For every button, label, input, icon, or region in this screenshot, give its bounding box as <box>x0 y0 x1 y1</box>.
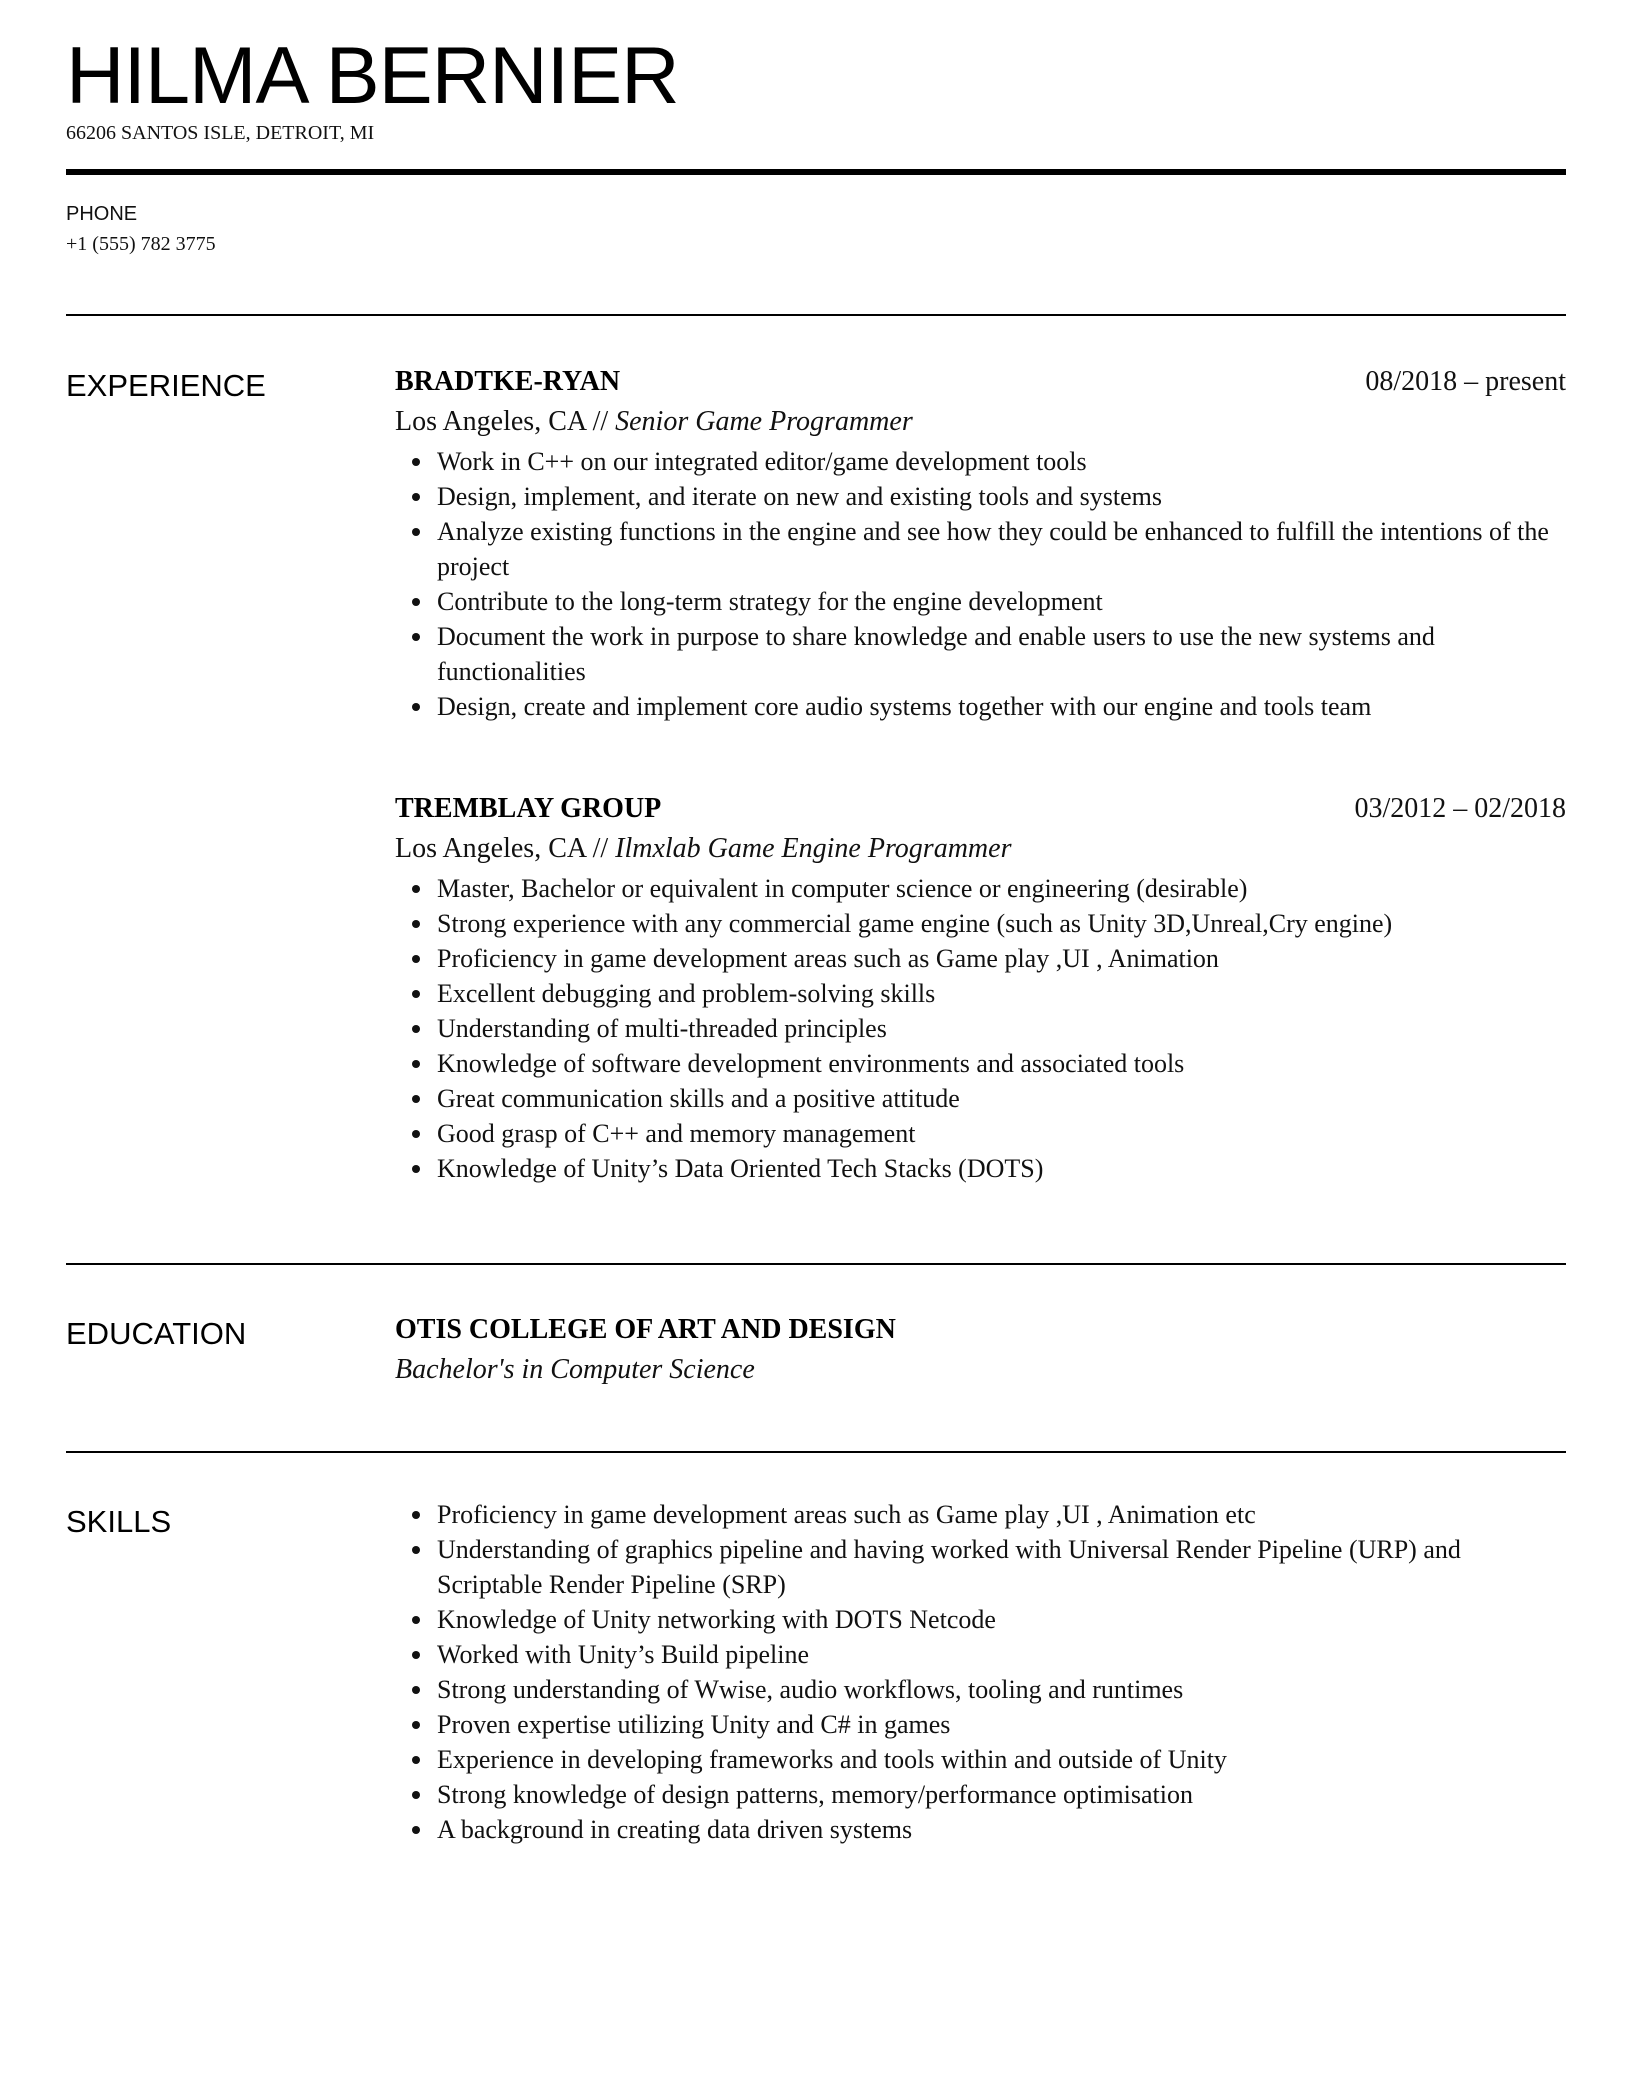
list-item-text: Excellent debugging and problem-solving skills <box>437 979 936 1008</box>
section-divider <box>66 1263 1566 1265</box>
section-divider <box>66 1451 1566 1453</box>
list-item <box>395 1812 1566 1847</box>
list-item-text: Design, create and implement core audio systems together with our engine and tools team <box>437 692 1372 721</box>
bullet-icon <box>412 633 420 641</box>
list-item <box>395 1116 1566 1151</box>
list-item-text: Knowledge of Unity networking with DOTS Netcode <box>437 1605 996 1634</box>
skills-heading: SKILLS <box>66 1504 172 1539</box>
candidate-name: HILMA BERNIER <box>66 31 679 121</box>
list-item <box>395 514 1566 584</box>
job-location: Los Angeles, CA <box>395 833 586 864</box>
bullet-icon <box>412 885 420 893</box>
bullet-icon <box>412 990 420 998</box>
job-separator: // <box>585 833 616 864</box>
list-item <box>395 584 1566 619</box>
list-item-text: Analyze existing functions in the engine and see how they could be enhanced to fulfill the intentions of the project <box>437 517 1549 581</box>
bullet-icon <box>412 703 420 711</box>
list-item-text: Master, Bachelor or equivalent in computer science or engineering (desirable) <box>437 874 1248 903</box>
bullet-icon <box>412 1826 420 1834</box>
list-item-text: Great communication skills and a positive attitude <box>437 1084 960 1113</box>
job-dates: 08/2018 – present <box>1365 366 1566 397</box>
list-item-text: Understanding of multi-threaded principles <box>437 1014 887 1043</box>
bullet-icon <box>412 1616 420 1624</box>
list-item <box>395 1011 1566 1046</box>
education-heading: EDUCATION <box>66 1316 247 1351</box>
list-item <box>395 619 1566 689</box>
list-item-text: Experience in developing frameworks and tools within and outside of Unity <box>437 1745 1227 1774</box>
job-entry <box>395 362 1566 724</box>
degree-name: Bachelor's in Computer Science <box>395 1354 755 1385</box>
list-item-text: Strong understanding of Wwise, audio workflows, tooling and runtimes <box>437 1675 1184 1704</box>
list-item <box>395 906 1566 941</box>
list-item-text: Document the work in purpose to share knowledge and enable users to use the new systems and functionalities <box>437 622 1435 686</box>
list-item <box>395 941 1566 976</box>
list-item-text: Knowledge of software development environments and associated tools <box>437 1049 1185 1078</box>
bullet-icon <box>412 1511 420 1519</box>
header-divider <box>66 169 1566 175</box>
bullet-icon <box>412 528 420 536</box>
skills-list <box>395 1497 1566 1847</box>
job-header <box>395 362 1566 402</box>
list-item-text: Knowledge of Unity’s Data Oriented Tech Stacks (DOTS) <box>437 1154 1044 1183</box>
list-item-text: Proficiency in game development areas such as Game play ,UI , Animation <box>437 944 1219 973</box>
list-item <box>395 871 1566 906</box>
list-item <box>395 444 1566 479</box>
job-subline <box>395 402 1566 442</box>
job-responsibilities <box>395 444 1566 724</box>
list-item-text: Contribute to the long-term strategy for the engine development <box>437 587 1103 616</box>
list-item <box>395 479 1566 514</box>
list-item-text: Proven expertise utilizing Unity and C# in games <box>437 1710 951 1739</box>
job-title: Ilmxlab Game Engine Programmer <box>615 833 1012 864</box>
skills-entry <box>395 1497 1566 1847</box>
list-item-text: Understanding of graphics pipeline and having worked with Universal Render Pipeline (URP) and Scriptable Render Pipeline (SRP) <box>437 1535 1461 1599</box>
bullet-icon <box>412 1060 420 1068</box>
job-header <box>395 789 1566 829</box>
candidate-address: 66206 SANTOS ISLE, DETROIT, MI <box>66 122 375 144</box>
bullet-icon <box>412 1546 420 1554</box>
list-item-text: Worked with Unity’s Build pipeline <box>437 1640 809 1669</box>
job-responsibilities <box>395 871 1566 1186</box>
bullet-icon <box>412 598 420 606</box>
list-item <box>395 976 1566 1011</box>
list-item <box>395 1151 1566 1186</box>
bullet-icon <box>412 1095 420 1103</box>
list-item-text: A background in creating data driven systems <box>437 1815 913 1844</box>
education-entry <box>395 1310 1566 1390</box>
job-dates: 03/2012 – 02/2018 <box>1354 793 1566 824</box>
list-item <box>395 1707 1566 1742</box>
section-divider <box>66 314 1566 316</box>
job-title: Senior Game Programmer <box>615 406 913 437</box>
list-item-text: Work in C++ on our integrated editor/game development tools <box>437 447 1087 476</box>
list-item-text: Design, implement, and iterate on new and existing tools and systems <box>437 482 1162 511</box>
bullet-icon <box>412 458 420 466</box>
bullet-icon <box>412 1756 420 1764</box>
bullet-icon <box>412 1130 420 1138</box>
company-name: TREMBLAY GROUP <box>395 793 662 824</box>
bullet-icon <box>412 1651 420 1659</box>
phone-number: +1 (555) 782 3775 <box>66 233 216 255</box>
list-item <box>395 1602 1566 1637</box>
bullet-icon <box>412 955 420 963</box>
list-item-text: Good grasp of C++ and memory management <box>437 1119 916 1148</box>
phone-label: PHONE <box>66 203 138 225</box>
bullet-icon <box>412 1791 420 1799</box>
bullet-icon <box>412 920 420 928</box>
job-entry <box>395 789 1566 1186</box>
job-separator: // <box>585 406 616 437</box>
bullet-icon <box>412 1025 420 1033</box>
bullet-icon <box>412 1165 420 1173</box>
list-item <box>395 1777 1566 1812</box>
experience-heading: EXPERIENCE <box>66 368 266 403</box>
company-name: BRADTKE-RYAN <box>395 366 621 397</box>
bullet-icon <box>412 1721 420 1729</box>
bullet-icon <box>412 493 420 501</box>
school-name: OTIS COLLEGE OF ART AND DESIGN <box>395 1314 896 1345</box>
list-item-text: Strong experience with any commercial game engine (such as Unity 3D,Unreal,Cry engine) <box>437 909 1393 938</box>
list-item-text: Strong knowledge of design patterns, memory/performance optimisation <box>437 1780 1193 1809</box>
bullet-icon <box>412 1686 420 1694</box>
list-item <box>395 1532 1566 1602</box>
list-item <box>395 1081 1566 1116</box>
list-item <box>395 1672 1566 1707</box>
list-item <box>395 689 1566 724</box>
list-item <box>395 1742 1566 1777</box>
list-item <box>395 1046 1566 1081</box>
job-location: Los Angeles, CA <box>395 406 586 437</box>
list-item <box>395 1637 1566 1672</box>
list-item <box>395 1497 1566 1532</box>
list-item-text: Proficiency in game development areas such as Game play ,UI , Animation etc <box>437 1500 1256 1529</box>
job-subline <box>395 829 1566 869</box>
